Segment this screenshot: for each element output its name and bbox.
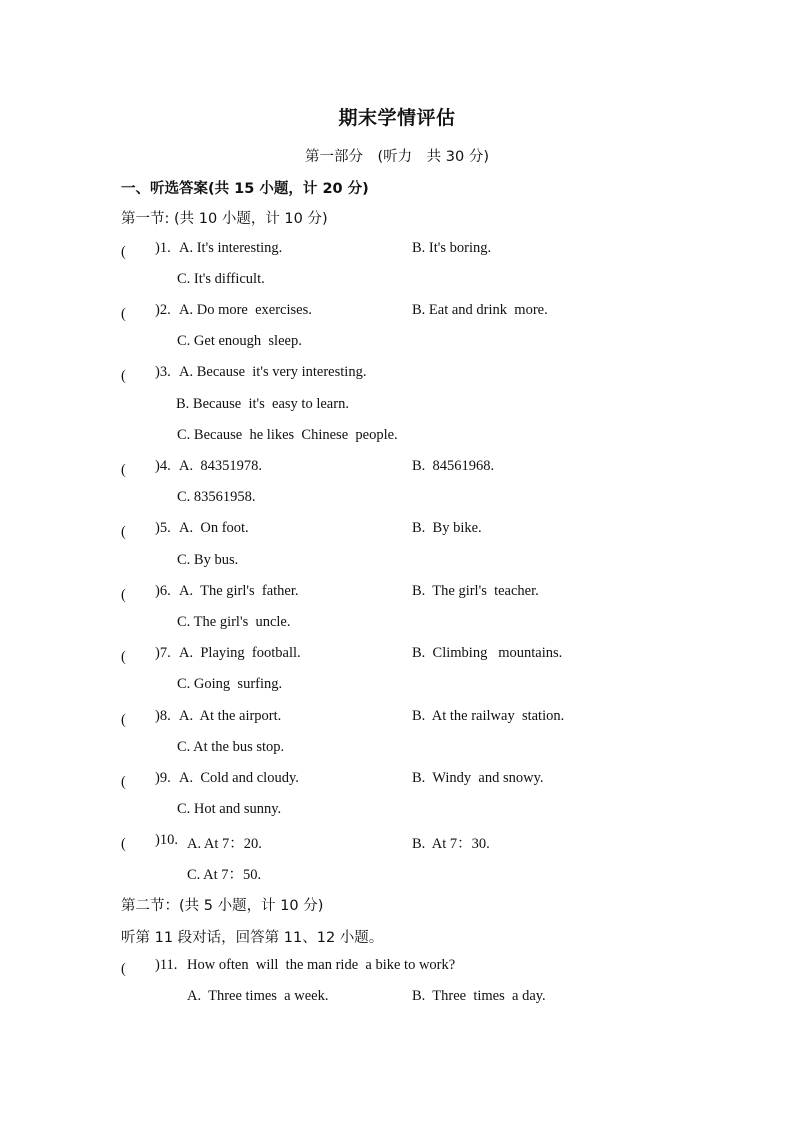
- option-c: C. Hot and sunny.: [177, 801, 282, 817]
- option-a: A. At the airport.: [179, 708, 282, 724]
- option-c: C. The girl's uncle.: [177, 614, 291, 630]
- option-c: C. 83561958.: [177, 489, 256, 505]
- question-number: )2.: [155, 302, 171, 318]
- question-number: )5.: [155, 520, 171, 536]
- answer-blank: (: [121, 712, 155, 728]
- page-title: 期末学情评估: [338, 107, 456, 129]
- option-a: A. Playing football.: [179, 645, 301, 661]
- question-number: )11.: [155, 957, 178, 973]
- answer-blank: (: [121, 306, 155, 322]
- option-b: B. Windy and snowy.: [412, 770, 544, 786]
- option-c: C. It's difficult.: [177, 271, 265, 287]
- question-number: )10.: [155, 832, 178, 848]
- option-a: A. Three times a week.: [187, 988, 329, 1004]
- question-number: )4.: [155, 458, 171, 474]
- option-a: A. Do more exercises.: [179, 302, 312, 318]
- dialogue-instruction: 听第 11 段对话，回答第 11、12 小题。: [121, 930, 384, 946]
- option-b: B. The girl's teacher.: [412, 583, 539, 599]
- option-b: B. It's boring.: [412, 240, 492, 256]
- option-b: B. Three times a day.: [412, 988, 546, 1004]
- option-c: C. At 7：50.: [187, 867, 262, 883]
- option-c: C. Going surfing.: [177, 676, 283, 692]
- question-number: )8.: [155, 708, 171, 724]
- option-c: C. Because he likes Chinese people.: [177, 427, 398, 443]
- part-heading-1: 第一节: (共 10 小题，计 10 分): [121, 211, 328, 227]
- option-b: B. 84561968.: [412, 458, 495, 474]
- option-a: A. At 7：20.: [187, 836, 262, 852]
- answer-blank: (: [121, 649, 155, 665]
- question-number: )9.: [155, 770, 171, 786]
- question-number: )3.: [155, 364, 171, 380]
- question-stem: How often will the man ride a bike to work?: [187, 957, 456, 973]
- answer-blank: (: [121, 462, 155, 478]
- option-b: B. Because it's easy to learn.: [176, 396, 349, 412]
- option-a: A. 84351978.: [179, 458, 262, 474]
- option-a: A. Cold and cloudy.: [179, 770, 299, 786]
- section-heading: 一、听选答案(共 15 小题，计 20 分): [121, 181, 369, 197]
- section-subtitle: 第一部分 (听力 共 30 分): [305, 149, 489, 165]
- answer-blank: (: [121, 524, 155, 540]
- option-b: B. Eat and drink more.: [412, 302, 548, 318]
- question-number: )7.: [155, 645, 171, 661]
- question-number: )6.: [155, 583, 171, 599]
- part-heading-2: 第二节：(共 5 小题，计 10 分): [121, 898, 324, 914]
- option-a: A. The girl's father.: [179, 583, 299, 599]
- answer-blank: (: [121, 836, 155, 852]
- answer-blank: (: [121, 774, 155, 790]
- option-a: A. Because it's very interesting.: [179, 364, 367, 380]
- option-b: B. By bike.: [412, 520, 482, 536]
- answer-blank: (: [121, 244, 155, 260]
- option-b: B. At 7：30.: [412, 836, 490, 852]
- option-c: C. At the bus stop.: [177, 739, 285, 755]
- answer-blank: (: [121, 587, 155, 603]
- question-number: )1.: [155, 240, 171, 256]
- option-c: C. By bus.: [177, 552, 239, 568]
- option-b: B. Climbing mountains.: [412, 645, 563, 661]
- option-a: A. On foot.: [179, 520, 249, 536]
- option-c: C. Get enough sleep.: [177, 333, 302, 349]
- answer-blank: (: [121, 368, 155, 384]
- option-a: A. It's interesting.: [179, 240, 283, 256]
- answer-blank: (: [121, 961, 155, 977]
- option-b: B. At the railway station.: [412, 708, 565, 724]
